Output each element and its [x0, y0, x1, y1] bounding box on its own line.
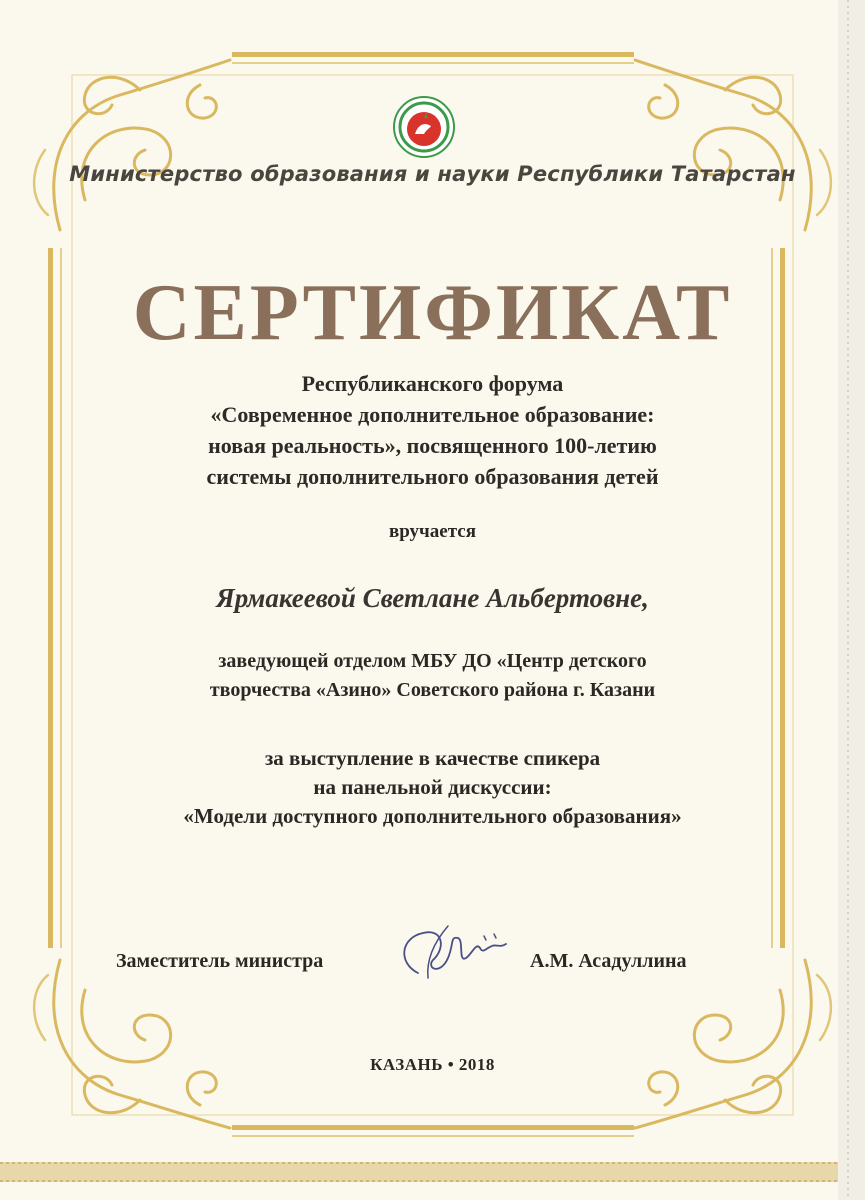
- forum-line: «Современное дополнительное образование:: [210, 402, 655, 427]
- forum-line: Республиканского форума: [301, 371, 564, 396]
- position-line: заведующей отделом МБУ ДО «Центр детского: [218, 650, 647, 672]
- forum-description: [0, 368, 865, 492]
- signatory-name: А.М. Асадуллина: [530, 950, 687, 972]
- ministry-name: Министерство образования и науки Республики Татарстан: [69, 162, 796, 186]
- reason-line: на панельной дискуссии:: [313, 775, 552, 799]
- coat-of-arms-icon: [393, 96, 455, 158]
- signature-image: [388, 918, 518, 988]
- city-year: КАЗАНЬ • 2018: [370, 1055, 495, 1074]
- award-reason: [0, 744, 865, 831]
- certificate-title: СЕРТИФИКАТ: [132, 269, 733, 357]
- recipient-position: [0, 647, 865, 705]
- reason-line: за выступление в качестве спикера: [264, 746, 601, 770]
- reason-line: «Модели доступного дополнительного образования»: [183, 804, 682, 828]
- recipient-name: Ярмакеевой Светлане Альбертовне,: [216, 583, 649, 613]
- signatory-title: Заместитель министра: [116, 950, 324, 972]
- forum-line: системы дополнительного образования детей: [206, 464, 659, 489]
- position-line: творчества «Азино» Советского района г. Казани: [209, 679, 656, 701]
- forum-line: новая реальность», посвященного 100-летию: [208, 433, 657, 458]
- awarded-text: вручается: [388, 521, 476, 542]
